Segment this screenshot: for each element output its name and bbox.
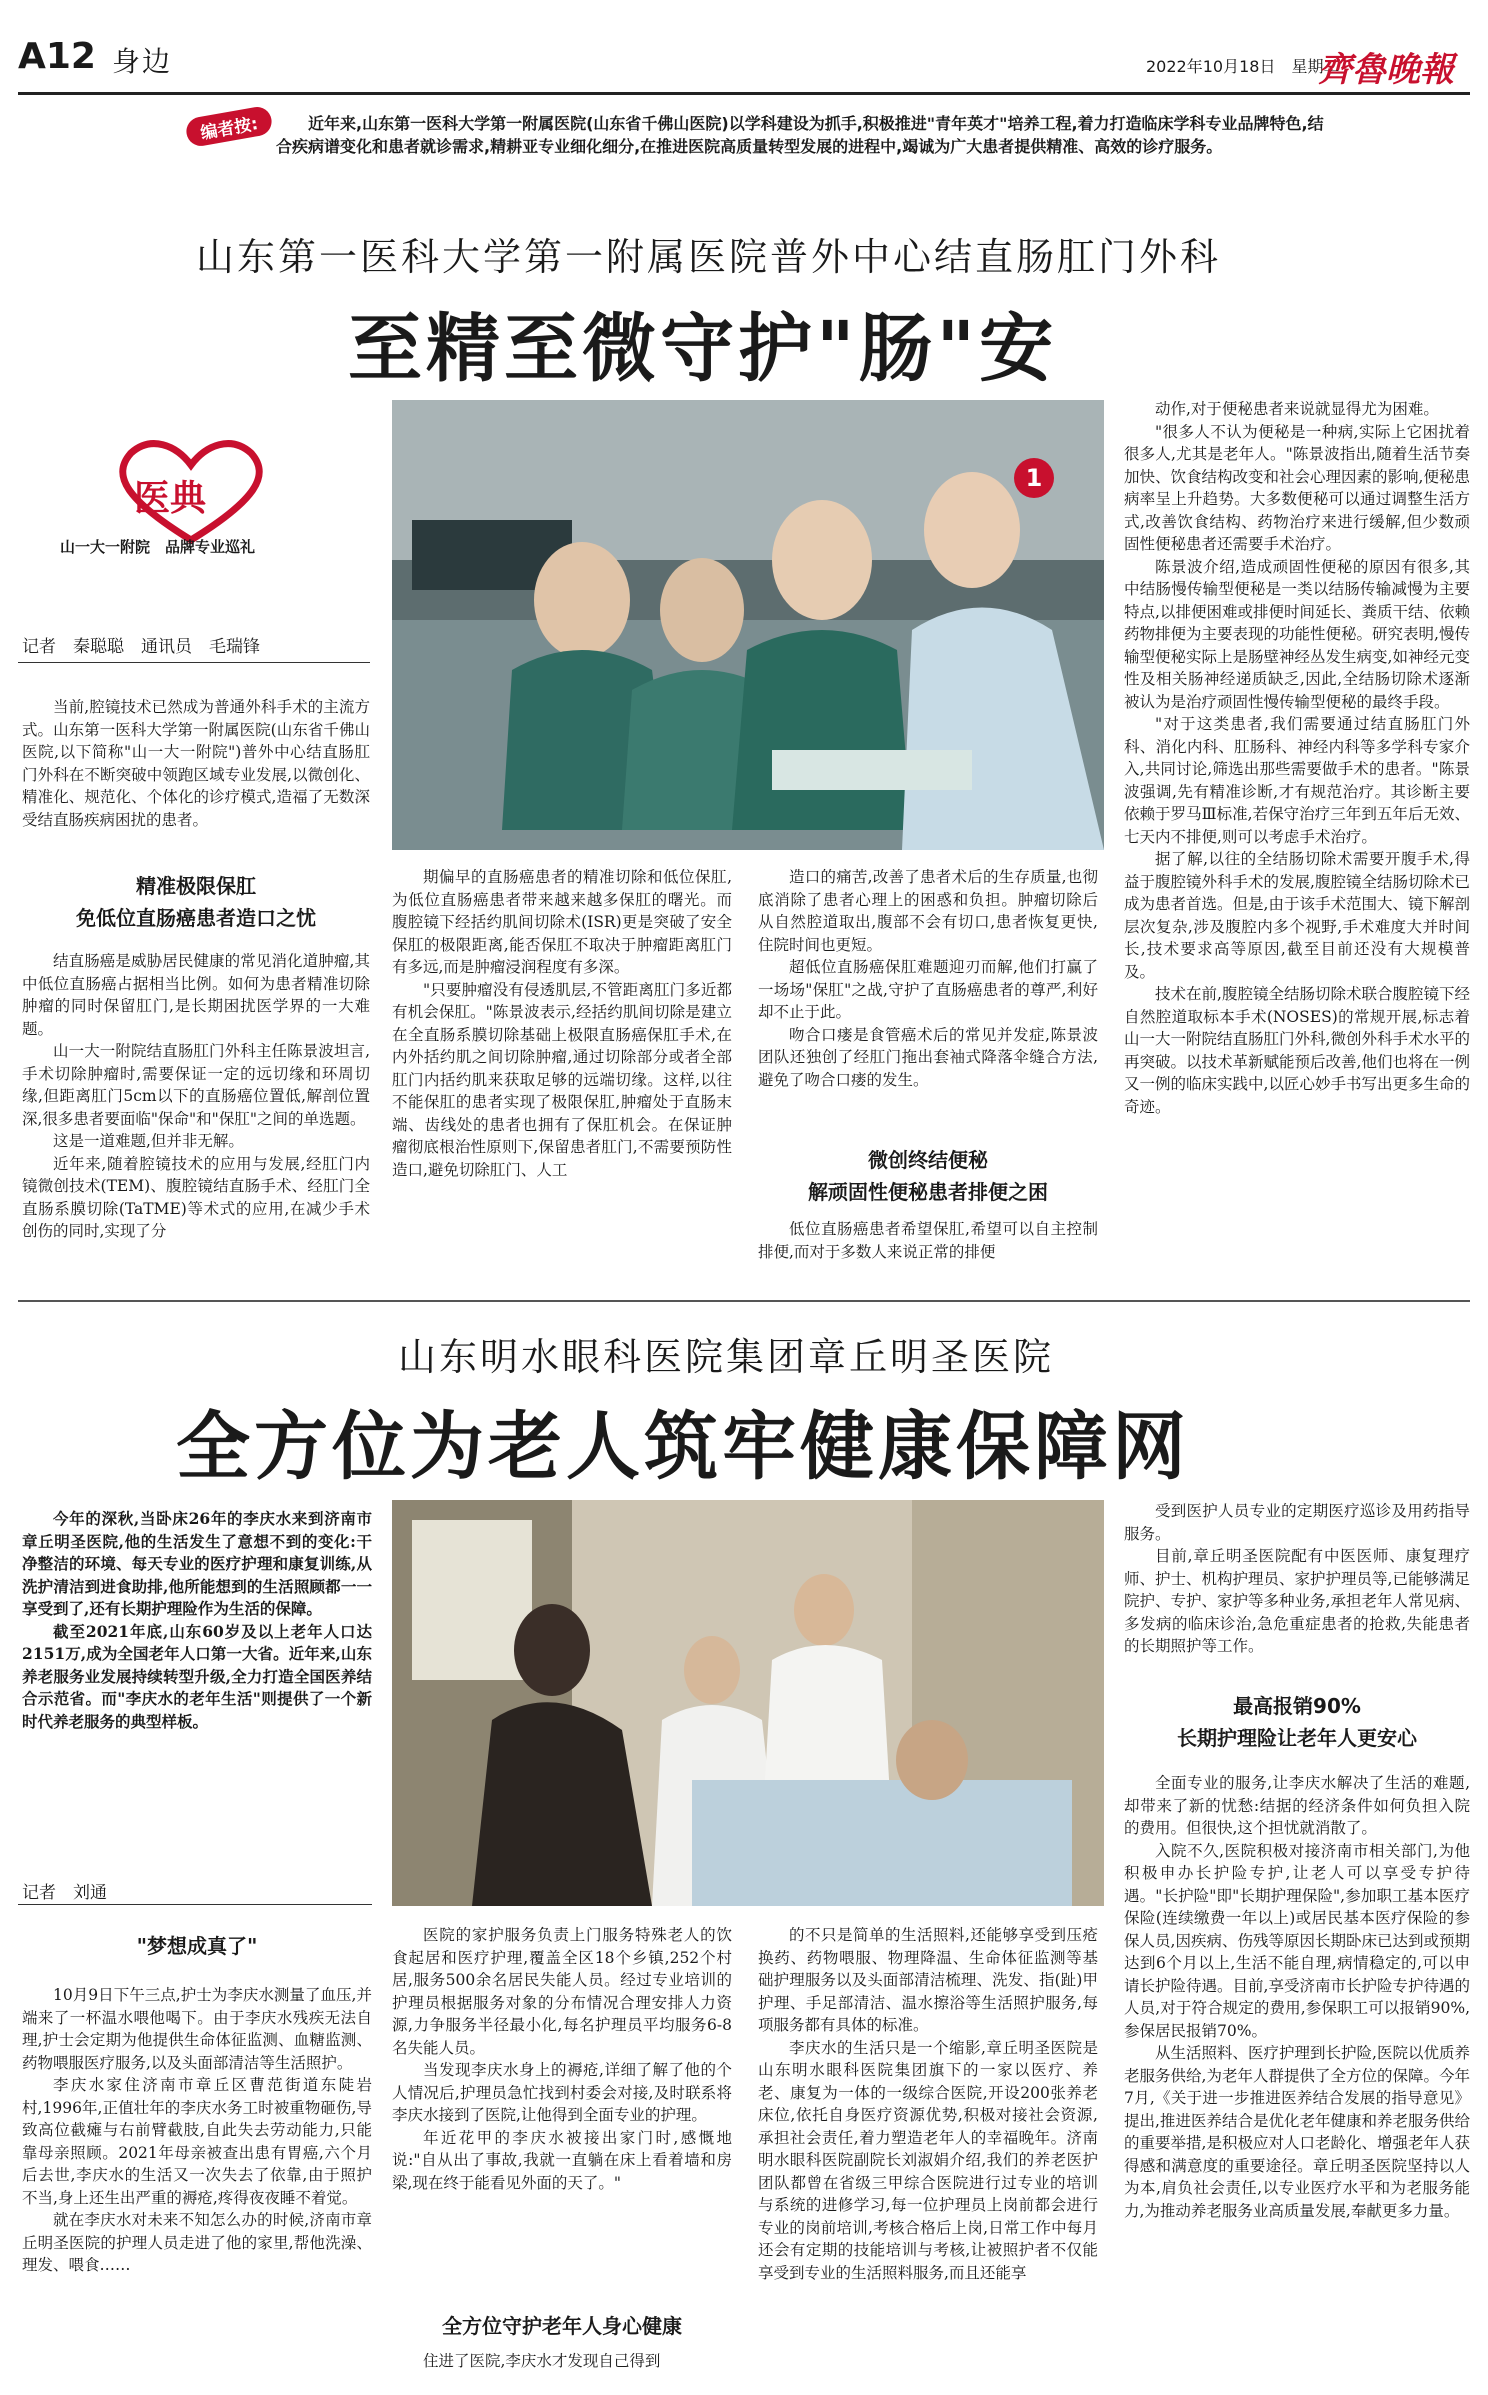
paragraph: 当前,腔镜技术已然成为普通外科手术的主流方式。山东第一医科大学第一附属医院(山东省千佛山医院,以下简称"山一大一附院")普外中心结直肠肛门外科在不断突破中领跑区域专业发展,以微创化、精准化、规范化、个体化的诊疗模式,造福了无数深受结直肠疾病困扰的患者。 <box>22 698 370 829</box>
article2-col2b <box>392 2350 732 2373</box>
article2-subhead1: "梦想成真了" <box>136 1934 258 1958</box>
article2-col4 <box>1124 1500 1470 1658</box>
subhead-line: 免低位直肠癌患者造口之忧 <box>76 906 316 930</box>
paragraph: 住进了医院,李庆水才发现自己得到 <box>423 2352 661 2370</box>
paragraph: 超低位直肠癌保肛难题迎刃而解,他们打赢了一场场"保肛"之战,守护了直肠癌患者的尊严,利好却不止于此。 <box>758 958 1098 1021</box>
editor-note-tag: 编者按: <box>184 105 274 148</box>
article1-col3b <box>758 1218 1098 1263</box>
paragraph: 吻合口瘘是食管癌术后的常见并发症,陈景波团队还独创了经肛门拖出套袖式降落伞缝合方法,避免了吻合口瘘的发生。 <box>758 1025 1098 1089</box>
paragraph: 结直肠癌是威胁居民健康的常见消化道肿瘤,其中低位直肠癌占据相当比例。如何为患者精准切除肿瘤的同时保留肛门,是长期困扰医学界的一大难题。 <box>22 952 370 1038</box>
paragraph: 医院的家护服务负责上门服务特殊老人的饮食起居和医疗护理,覆盖全区18个乡镇,252个村居,服务500余名居民失能人员。经过专业培训的护理员根据服务对象的分布情况合理安排人力资源,力争服务半径最小化,每名护理员平均服务6-8名失能人员。 <box>392 1926 732 2057</box>
paragraph: 李庆水的生活只是一个缩影,章丘明圣医院是山东明水眼科医院集团旗下的一家以医疗、养老、康复为一体的一级综合医院,开设200张养老床位,依托自身医疗资源优势,积极对接社会资源,承担社会责任,着力塑造老年人的幸福晚年。济南明水眼科医院副院长刘淑娟介绍,我们的养老医护团队都曾在省级三甲综合医院进行过专业的培训与系统的进修学习,每一位护理员上岗前都会进行专业的岗前培训,考核合格后上岗,日常工作中每月还会有定期的技能培训与考核,让被照护者不仅能享受到专业的生活照料服务,而且还能享 <box>758 2038 1098 2282</box>
paragraph: 全面专业的服务,让李庆水解决了生活的难题,却带来了新的忧愁:结据的经济条件如何负担入院的费用。但很快,这个担忧就消散了。 <box>1124 1774 1470 1837</box>
paragraph: 山一大一附院结直肠肛门外科主任陈景波坦言,手术切除肿瘤时,需要保证一定的远切缘和环周切缘,但距离肛门5cm以下的直肠癌位置低,解剖位置深,很多患者要面临"保命"和"保肛"之间的单选题。 <box>22 1042 370 1128</box>
article2-headline: 全方位为老人筑牢健康保障网 <box>176 1404 1190 1490</box>
subhead-line: 最高报销90% <box>1233 1694 1361 1718</box>
article2-col2 <box>392 1924 732 2194</box>
byline-rule <box>18 662 370 663</box>
paragraph: 入院不久,医院积极对接济南市相关部门,为他积极申办长护险专护,让老人可以享受专护待遇。"长护险"即"长期护理保险",参加职工基本医疗保险(连续缴费一年以上)或居民基本医疗保险的参保人员,因疾病、伤残等原因长期卧床已达到或预期达到6个月以上,生活不能自理,病情稳定的,可以申请长护险待遇。目前,享受济南市长护险专护待遇的人员,对于符合规定的费用,参保职工可以报销90%,参保居民报销70%。 <box>1124 1841 1470 2040</box>
subhead-line: 精准极限保肛 <box>136 874 256 898</box>
subhead-line: 微创终结便秘 <box>868 1148 988 1172</box>
article2-col1 <box>22 1984 372 2277</box>
surgery-photo <box>392 400 1104 850</box>
editor-note-text: 近年来,山东第一医科大学第一附属医院(山东省千佛山医院)以学科建设为抓手,积极推进"青年英才"培养工程,着力打造临床学科专业品牌特色,结合疾病谱变化和患者就诊需求,精耕亚专业细化细分,在推进医院高质量转型发展的进程中,竭诚为广大患者提供精准、高效的诊疗服务。 <box>276 114 1324 156</box>
paragraph: 从生活照料、医疗护理到长护险,医院以优质养老服务供给,为老年人群提供了全方位的保障。今年7月,《关于进一步推进医养结合发展的指导意见》提出,推进医养结合是优化老年健康和养老服务供给的重要举措,是积极应对人口老龄化、增强老年人获得感和满意度的重要途径。章丘明圣医院坚持以人为本,肩负社会责任,以专业医疗水平和为老服务能力,为推动养老服务业高质量发展,奉献更多力量。 <box>1124 2044 1470 2220</box>
article2-subhead2: 全方位守护老年人身心健康 <box>442 2314 682 2338</box>
issue-date: 2022年10月18日 星期二 <box>1146 57 1340 76</box>
byline-rule <box>18 1904 372 1905</box>
paragraph: 受到医护人员专业的定期医疗巡诊及用药指导服务。 <box>1124 1502 1470 1543</box>
article1-col2 <box>392 866 732 1181</box>
photo-number-badge: 1 <box>1014 458 1054 498</box>
header-rule <box>18 92 1470 95</box>
logo-caption: 山一大一附院 品牌专业巡礼 <box>60 538 256 556</box>
article2-byline: 记者 刘通 <box>22 1883 107 1903</box>
paragraph: "只要肿瘤没有侵透肌层,不管距离肛门多近都有机会保肛。"陈景波表示,经括约肌间切除是建立在全直肠系膜切除基础上极限直肠癌保肛手术,在内外括约肌之间切除肿瘤,通过切除部分或者全部肛门内括约肌来获取足够的远端切缘。这样,以往不能保肛的患者实现了极限保肛,肿瘤处于直肠末端、齿线处的患者也拥有了保肛机会。在保证肿瘤彻底根治性原则下,保留患者肛门,不需要预防性造口,避免切除肛门、人工 <box>392 980 732 1179</box>
article1-subhead1 <box>22 870 370 934</box>
article1-subhead2 <box>758 1144 1098 1208</box>
paragraph: 据了解,以往的全结肠切除术需要开腹手术,得益于腹腔镜外科手术的发展,腹腔镜全结肠切除术已成为患者首选。但是,由于该手术范围大、镜下解剖层次复杂,涉及腹腔内多个视野,手术难度大并时间长,技术要求高等原因,截至目前还没有大规模普及。 <box>1124 850 1470 981</box>
paragraph: 当发现李庆水身上的褥疮,详细了解了他的个人情况后,护理员急忙找到村委会对接,及时联系将李庆水接到了医院,让他得到全面专业的护理。 <box>392 2061 732 2124</box>
paragraph: "对于这类患者,我们需要通过结直肠肛门外科、消化内科、肛肠科、神经内科等多学科专家介入,共同讨论,筛选出那些需要做手术的患者。"陈景波强调,先有精准诊断,才有规范治疗。其诊断主要依赖于罗马Ⅲ标准,若保守治疗三年到五年后无效、七天内不排便,则可以考虑手术治疗。 <box>1124 715 1470 846</box>
page-number: A12 <box>18 36 96 77</box>
article1-col1b <box>22 950 370 1243</box>
article2-subhead3 <box>1124 1690 1470 1754</box>
paragraph: 造口的痛苦,改善了患者术后的生存质量,也彻底消除了患者心理上的困惑和负担。肿瘤切除后从自然腔道取出,腹部不会有切口,患者恢复更快,住院时间也更短。 <box>758 868 1098 954</box>
paragraph: 的不只是简单的生活照料,还能够享受到压疮换药、药物喂服、物理降温、生命体征监测等基础护理服务以及头面部清洁梳理、洗发、指(趾)甲护理、手足部清洁、温水擦浴等生活照护服务,每项服务都有具体的标准。 <box>758 1926 1098 2034</box>
article1-col1 <box>22 696 370 831</box>
newspaper-logo: 齊魯晚報 <box>1318 50 1454 90</box>
paragraph: 目前,章丘明圣医院配有中医医师、康复理疗师、护士、机构护理员、家护护理员等,已能够满足院护、专护、家护等多种业务,承担老年人常见病、多发病的临床诊治,急危重症患者的抢救,失能患者的长期照护等工作。 <box>1124 1547 1470 1655</box>
paragraph: 就在李庆水对未来不知怎么办的时候,济南市章丘明圣医院的护理人员走进了他的家里,帮他洗澡、理发、喂食…… <box>22 2211 372 2274</box>
subhead-line: 长期护理险让老年人更安心 <box>1177 1726 1417 1750</box>
paragraph: 李庆水家住济南市章丘区曹范街道东陡岩村,1996年,正值壮年的李庆水务工时被重物砸伤,导致高位截瘫与右前臂截肢,自此失去劳动能力,只能靠母亲照顾。2021年母亲被查出患有胃癌,六个月后去世,李庆水的生活又一次失去了依靠,由于照护不当,身上还生出严重的褥疮,疼得夜夜睡不着觉。 <box>22 2076 372 2207</box>
article1-byline: 记者 秦聪聪 通讯员 毛瑞锋 <box>22 637 260 657</box>
article1-headline: 至精至微守护"肠"安 <box>348 306 1058 392</box>
paragraph: 近年来,随着腔镜技术的应用与发展,经肛门内镜微创技术(TEM)、腹腔镜结直肠手术、经肛门全直肠系膜切除(TaTME)等术式的应用,在减少手术创伤的同时,实现了分 <box>22 1154 370 1240</box>
paragraph: 这是一道难题,但并非无解。 <box>53 1132 244 1150</box>
paragraph: 期偏早的直肠癌患者的精准切除和低位保肛,为低位直肠癌患者带来越来越多保肛的曙光。而腹腔镜下经括约肌间切除术(ISR)更是突破了安全保肛的极限距离,能否保肛不取决于肿瘤距离肛门有多远,而是肿瘤浸润程度有多深。 <box>392 868 732 976</box>
paragraph: "很多人不认为便秘是一种病,实际上它困扰着很多人,尤其是老年人。"陈景波指出,随着生活节奏加快、饮食结构改变和社会心理因素的影响,便秘患病率呈上升趋势。大多数便秘可以通过调整生活方式,改善饮食结构、药物治疗来进行缓解,但少数顽固性便秘患者还需要手术治疗。 <box>1124 422 1470 553</box>
article2-kicker: 山东明水眼科医院集团章丘明圣医院 <box>398 1335 1055 1379</box>
paragraph: 陈景波介绍,造成顽固性便秘的原因有很多,其中结肠慢传输型便秘是一类以结肠传输减慢为主要特点,以排便困难或排便时间延长、粪质干结、依赖药物排便为主要表现的功能性便秘。研究表明,慢传输型便秘实际上是肠壁神经丛发生病变,如神经元变性及相关肠神经递质缺乏,因此,全结肠切除术逐渐被认为是治疗顽固性慢传输型便秘的最终手段。 <box>1124 557 1470 711</box>
paragraph: 截至2021年底,山东60岁及以上老年人口达2151万,成为全国老年人口第一大省。近年来,山东养老服务业发展持续转型升级,全力打造全国医养结合示范省。而"李庆水的老年生活"则提供了一个新时代养老服务的典型样板。 <box>22 1621 372 1731</box>
paragraph: 动作,对于便秘患者来说就显得尤为困难。 <box>1155 400 1439 418</box>
section-title: 身边 <box>112 45 173 78</box>
subhead-line: 解顽固性便秘患者排便之困 <box>808 1180 1048 1204</box>
article2-col4b <box>1124 1772 1470 2222</box>
article2-intro <box>22 1508 372 1733</box>
article2-col3 <box>758 1924 1098 2284</box>
paragraph: 今年的深秋,当卧床26年的李庆水来到济南市章丘明圣医院,他的生活发生了意想不到的变化:干净整洁的环境、每天专业的医疗护理和康复训练,从洗护清洁到进食助排,他所能想到的生活照顾都一一享受到了,还有长期护理险作为生活的保障。 <box>22 1509 372 1618</box>
article1-kicker: 山东第一医科大学第一附属医院普外中心结直肠肛门外科 <box>196 235 1222 279</box>
nursing-photo <box>392 1500 1104 1906</box>
paragraph: 技术在前,腹腔镜全结肠切除术联合腹腔镜下经自然腔道取标本手术(NOSES)的常规开展,标志着山一大一附院结直肠肛门外科,微创外科手术水平的再突破。以技术革新赋能预后改善,他们也将在一例又一例的临床实践中,以匠心妙手书写出更多生命的奇迹。 <box>1124 985 1470 1116</box>
paragraph: 年近花甲的李庆水被接出家门时,感慨地说:"自从出了事故,我就一直躺在床上看着墙和房梁,现在终于能看见外面的天了。" <box>392 2128 732 2192</box>
logo-glyphs: 医典 <box>134 477 207 519</box>
article-divider <box>18 1300 1470 1302</box>
article1-col4 <box>1124 398 1470 1118</box>
paragraph: 10月9日下午三点,护士为李庆水测量了血压,并端来了一杯温水喂他喝下。由于李庆水残疾无法自理,护士会定期为他提供生命体征监测、血糖监测、药物喂服医疗服务,以及头面部清洁等生活照护。 <box>22 1986 372 2072</box>
article1-col3 <box>758 866 1098 1091</box>
paragraph: 低位直肠癌患者希望保肛,希望可以自主控制排便,而对于多数人来说正常的排便 <box>758 1220 1098 1261</box>
